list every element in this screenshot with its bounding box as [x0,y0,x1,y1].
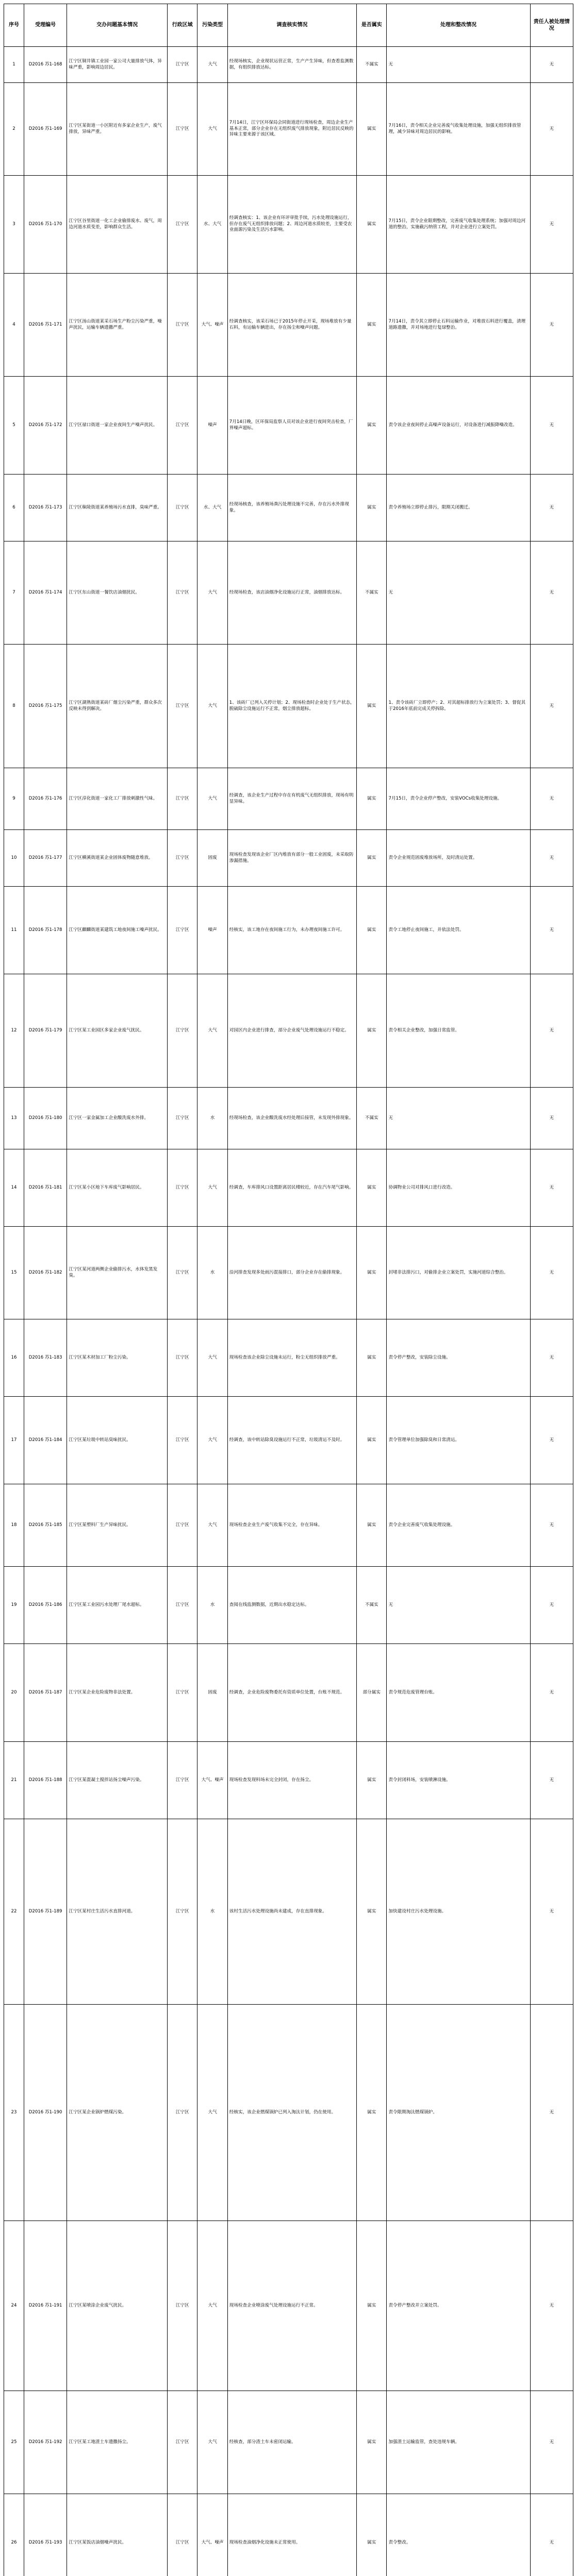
admin-area: 江宁区 [168,974,197,1088]
pollution-type: 水 [197,1819,227,2005]
admin-area: 江宁区 [168,47,197,83]
accountability-result: 无 [530,1149,573,1227]
handling-result: 加快建设村庄污水处理设施。 [387,1819,530,2005]
case-description: 江宁区某工业园污水处理厂尾水超标。 [67,1567,168,1644]
admin-area: 江宁区 [168,541,197,645]
row-number: 3 [4,176,24,274]
table-row [4,274,573,377]
case-description: 江宁区东山街道一餐饮店油烟扰民。 [67,541,168,645]
pollution-type: 噪声 [197,887,227,974]
case-description: 江宁区某小区地下车库废气影响居民。 [67,1149,168,1227]
accountability-result: 无 [530,830,573,887]
row-number: 26 [4,2494,24,2576]
investigation-result: 7月14日晚，区环保局监察人员对该企业进行夜间突击检查，厂界噪声超标。 [227,377,356,474]
verified-status: 属实 [357,274,387,377]
accountability-result: 无 [530,2494,573,2576]
pollution-type: 大气、噪声 [197,1742,227,1819]
col-header-real: 是否属实 [357,4,387,47]
case-id: D2016 苏1-174 [24,541,67,645]
admin-area: 江宁区 [168,1397,197,1484]
pollution-type: 大气 [197,1484,227,1567]
investigation-result: 经调查，企业危险废物委托有资质单位处置，台账不规范。 [227,1644,356,1742]
table-row [4,830,573,887]
table-row [4,1742,573,1819]
verified-status: 属实 [357,768,387,830]
admin-area: 江宁区 [168,176,197,274]
case-id: D2016 苏1-170 [24,176,67,274]
accountability-result: 无 [530,768,573,830]
case-id: D2016 苏1-177 [24,830,67,887]
investigation-result: 查阅在线监测数据，近期出水稳定达标。 [227,1567,356,1644]
case-id: D2016 苏1-182 [24,1227,67,1319]
handling-result: 7月16日，责令相关企业完善废气收集处理设施，加强无组织排放管理，减少异味对周边居民的影响。 [387,83,530,176]
admin-area: 江宁区 [168,1742,197,1819]
row-number: 17 [4,1397,24,1484]
table-row [4,1484,573,1567]
case-id: D2016 苏1-183 [24,1319,67,1397]
col-header-handle: 处理和整改情况 [387,4,530,47]
table-row [4,541,573,645]
handling-result: 责令工地停止夜间施工，并依法处罚。 [387,887,530,974]
table-row [4,2391,573,2494]
investigation-result: 经调查，该企业生产过程中存在有机废气无组织排放，现场有明显异味。 [227,768,356,830]
verified-status: 属实 [357,1319,387,1397]
accountability-result: 无 [530,1397,573,1484]
investigation-result: 现场检查发现料场未完全封闭，存在扬尘。 [227,1742,356,1819]
admin-area: 江宁区 [168,1088,197,1149]
handling-result: 无 [387,541,530,645]
admin-area: 江宁区 [168,377,197,474]
admin-area: 江宁区 [168,768,197,830]
case-id: D2016 苏1-168 [24,47,67,83]
verified-status: 属实 [357,645,387,768]
case-description: 江宁区某村庄生活污水直排河道。 [67,1819,168,2005]
row-number: 6 [4,474,24,541]
admin-area: 江宁区 [168,887,197,974]
pollution-type: 水 [197,1567,227,1644]
case-id: D2016 苏1-171 [24,274,67,377]
case-id: D2016 苏1-188 [24,1742,67,1819]
col-header-no: 序号 [4,4,24,47]
handling-result: 无 [387,1088,530,1149]
investigation-result: 经现场检查，该店油烟净化设施运行正常，油烟排放达标。 [227,541,356,645]
verified-status: 属实 [357,2391,387,2494]
accountability-result: 无 [530,645,573,768]
pollution-type: 大气 [197,974,227,1088]
admin-area: 江宁区 [168,474,197,541]
table-row [4,2221,573,2391]
pollution-type: 大气 [197,83,227,176]
admin-area: 江宁区 [168,2391,197,2494]
accountability-result: 无 [530,2221,573,2391]
verified-status: 属实 [357,830,387,887]
handling-result: 无 [387,47,530,83]
verified-status: 属实 [357,377,387,474]
investigation-result: 经现场核查，该养殖场粪污处理设施不完善，存在污水外排现象。 [227,474,356,541]
case-id: D2016 苏1-172 [24,377,67,474]
handling-result: 责令企业规范固废堆放场所，及时清运处置。 [387,830,530,887]
verified-status: 属实 [357,83,387,176]
investigation-result: 现场检查该企业除尘设施未运行，粉尘无组织排放严重。 [227,1319,356,1397]
case-id: D2016 苏1-186 [24,1567,67,1644]
handling-result: 责令管理单位加强除臭和日常清运。 [387,1397,530,1484]
table-row [4,1088,573,1149]
investigation-result: 经调查，车库排风口设置距离居民楼较近，存在汽车尾气影响。 [227,1149,356,1227]
accountability-result: 无 [530,2005,573,2221]
handling-result: 责令相关企业整改，加强日常监管。 [387,974,530,1088]
table-row [4,1319,573,1397]
case-id: D2016 苏1-176 [24,768,67,830]
row-number: 18 [4,1484,24,1567]
accountability-result: 无 [530,83,573,176]
investigation-result: 7月14日，江宁区环保局会同街道进行现场检查，周边企业生产基本正常，部分企业存在无组织废气排放现象，附近居民反映的异味主要来源于该区域。 [227,83,356,176]
case-id: D2016 苏1-185 [24,1484,67,1567]
case-id: D2016 苏1-191 [24,2221,67,2391]
row-number: 15 [4,1227,24,1319]
handling-result: 责令封闭料场，安装喷淋设施。 [387,1742,530,1819]
investigation-result: 经核实，该工地存在夜间施工行为，未办理夜间施工许可。 [227,887,356,974]
accountability-result: 无 [530,541,573,645]
row-number: 19 [4,1567,24,1644]
admin-area: 江宁区 [168,1567,197,1644]
verified-status: 属实 [357,1819,387,2005]
handling-result: 责令整改。 [387,2494,530,2576]
handling-result: 责令规范危废管理台账。 [387,1644,530,1742]
investigation-result: 经核查，部分渣土车未密闭运输。 [227,2391,356,2494]
case-id: D2016 苏1-178 [24,887,67,974]
investigation-result: 经现场检查，该企业酸洗废水经处理后接管，未发现外排现象。 [227,1088,356,1149]
cases-table [4,4,573,2576]
table-row [4,1644,573,1742]
table-row [4,377,573,474]
admin-area: 江宁区 [168,2005,197,2221]
investigation-result: 经现场核实，企业现状运营正常，生产产生异味，但查看监测数据，有组织排放达标。 [227,47,356,83]
handling-result: 无 [387,1567,530,1644]
handling-result: 7月14日，责令其立即停止石料运输作业，对堆放石料进行覆盖，清理道路遗撒，并对场地进行复绿整治。 [387,274,530,377]
case-description: 江宁区某垃圾中转站臭味扰民。 [67,1397,168,1484]
investigation-result: 沿河排查发现多处雨污混接排口，部分企业存在偷排现象。 [227,1227,356,1319]
case-id: D2016 苏1-184 [24,1397,67,1484]
col-header-area: 行政区域 [168,4,197,47]
accountability-result: 无 [530,1819,573,2005]
admin-area: 江宁区 [168,1484,197,1567]
table-row [4,83,573,176]
case-id: D2016 苏1-192 [24,2391,67,2494]
row-number: 20 [4,1644,24,1742]
col-header-resp: 责任人被处理情况 [530,4,573,47]
investigation-result: 现场检查企业生产废气收集不完全，存在异味。 [227,1484,356,1567]
verified-status: 属实 [357,176,387,274]
row-number: 13 [4,1088,24,1149]
handling-result: 责令企业完善废气收集处理设施。 [387,1484,530,1567]
row-number: 9 [4,768,24,830]
accountability-result: 无 [530,1319,573,1397]
row-number: 1 [4,47,24,83]
table-header-row [4,4,573,47]
verified-status: 属实 [357,474,387,541]
col-header-id: 受理编号 [24,4,67,47]
admin-area: 江宁区 [168,1149,197,1227]
table-row [4,1149,573,1227]
accountability-result: 无 [530,47,573,83]
pollution-type: 固废 [197,830,227,887]
verified-status: 部分属实 [357,1644,387,1742]
case-description: 江宁区一家金属加工企业酸洗废水外排。 [67,1088,168,1149]
investigation-result: 经调查核实，该采石场已于2015年停止开采，现场堆放有少量石料，有运输车辆进出，存在扬尘和噪声问题。 [227,274,356,377]
row-number: 16 [4,1319,24,1397]
case-description: 江宁区湖熟街道某砖厂烟尘污染严重，群众多次反映未得到解决。 [67,645,168,768]
case-description: 江宁区某木材加工厂粉尘污染。 [67,1319,168,1397]
pollution-type: 大气 [197,2005,227,2221]
admin-area: 江宁区 [168,645,197,768]
case-description: 江宁区某河道两侧企业偷排污水，水体发黑发臭。 [67,1227,168,1319]
pollution-type: 大气 [197,645,227,768]
case-id: D2016 苏1-193 [24,2494,67,2576]
pollution-type: 大气 [197,541,227,645]
row-number: 2 [4,83,24,176]
row-number: 24 [4,2221,24,2391]
investigation-result: 1、该砖厂已列入关停计划；2、现场检查时企业处于生产状态，脱硫除尘设施运行不正常，烟尘排放超标。 [227,645,356,768]
pollution-type: 水、大气 [197,176,227,274]
case-description: 江宁区某饭店油烟噪声扰民。 [67,2494,168,2576]
pollution-type: 大气 [197,768,227,830]
row-number: 11 [4,887,24,974]
row-number: 4 [4,274,24,377]
table-row [4,1227,573,1319]
verified-status: 属实 [357,2494,387,2576]
accountability-result: 无 [530,2391,573,2494]
table-row [4,768,573,830]
accountability-result: 无 [530,176,573,274]
investigation-result: 现场检查油烟净化设施未正常使用。 [227,2494,356,2576]
row-number: 22 [4,1819,24,2005]
verified-status: 属实 [357,1484,387,1567]
page [0,4,577,2576]
accountability-result: 无 [530,1484,573,1567]
admin-area: 江宁区 [168,1319,197,1397]
case-description: 江宁区禄口街道一家企业夜间生产噪声扰民。 [67,377,168,474]
investigation-result: 经调查核实：1、该企业有环评审批手续，污水处理设施运行，但存在废气无组织排放问题；2、周边河道水质较差，主要受农业面源污染及生活污水影响。 [227,176,356,274]
pollution-type: 大气 [197,1319,227,1397]
case-description: 江宁区淳化街道一家化工厂排放刺激性气味。 [67,768,168,830]
verified-status: 不属实 [357,1088,387,1149]
col-header-desc: 交办问题基本情况 [67,4,168,47]
case-description: 江宁区某街道一小区附近有多家企业生产，废气排放，异味严重。 [67,83,168,176]
case-description: 江宁区某喷涂企业废气扰民。 [67,2221,168,2391]
row-number: 25 [4,2391,24,2494]
case-id: D2016 苏1-169 [24,83,67,176]
col-header-check: 调查核实情况 [227,4,356,47]
verified-status: 属实 [357,1149,387,1227]
verified-status: 属实 [357,887,387,974]
col-header-type: 污染类型 [197,4,227,47]
investigation-result: 经核实，该企业燃煤锅炉已列入淘汰计划，仍在使用。 [227,2005,356,2221]
admin-area: 江宁区 [168,1644,197,1742]
table-row [4,47,573,83]
investigation-result: 该村生活污水处理设施尚未建成，存在直排现象。 [227,1819,356,2005]
admin-area: 江宁区 [168,1819,197,2005]
pollution-type: 大气 [197,1397,227,1484]
handling-result: 7月15日，责令企业限期整改，完善废气收集处理系统；加强对周边河道的整治，实施截污纳管工程，并对企业进行立案处罚。 [387,176,530,274]
pollution-type: 水 [197,1227,227,1319]
case-id: D2016 苏1-187 [24,1644,67,1742]
accountability-result: 无 [530,1567,573,1644]
admin-area: 江宁区 [168,2221,197,2391]
case-description: 江宁区汤山街道某采石场生产粉尘污染严重，噪声扰民，运输车辆遗撒严重。 [67,274,168,377]
case-description: 江宁区秣陵街道某养殖场污水直排，臭味严重。 [67,474,168,541]
pollution-type: 水 [197,1088,227,1149]
table-row [4,176,573,274]
investigation-result: 现场检查企业喷涂废气处理设施运行不正常。 [227,2221,356,2391]
handling-result: 责令养殖场立即停止排污，限期关闭搬迁。 [387,474,530,541]
table-row [4,1397,573,1484]
row-number: 14 [4,1149,24,1227]
investigation-result: 对园区内企业进行排查，部分企业废气处理设施运行不稳定。 [227,974,356,1088]
accountability-result: 无 [530,377,573,474]
row-number: 21 [4,1742,24,1819]
case-id: D2016 苏1-181 [24,1149,67,1227]
handling-result: 7月15日，责令企业停产整改，安装VOCs收集处理设施。 [387,768,530,830]
case-description: 江宁区麒麟街道某建筑工地夜间施工噪声扰民。 [67,887,168,974]
case-id: D2016 苏1-180 [24,1088,67,1149]
handling-result: 协调物业公司对排风口进行改造。 [387,1149,530,1227]
pollution-type: 大气 [197,47,227,83]
handling-result: 责令该企业夜间停止高噪声设备运行，对设备进行减振降噪改造。 [387,377,530,474]
table-row [4,1819,573,2005]
handling-result: 加强渣土运输监管，查处违规车辆。 [387,2391,530,2494]
admin-area: 江宁区 [168,2494,197,2576]
pollution-type: 水、大气 [197,474,227,541]
case-id: D2016 苏1-173 [24,474,67,541]
admin-area: 江宁区 [168,83,197,176]
case-id: D2016 苏1-189 [24,1819,67,2005]
accountability-result: 无 [530,1742,573,1819]
accountability-result: 无 [530,274,573,377]
row-number: 5 [4,377,24,474]
pollution-type: 大气、噪声 [197,274,227,377]
accountability-result: 无 [530,887,573,974]
row-number: 7 [4,541,24,645]
verified-status: 不属实 [357,541,387,645]
case-description: 江宁区某工业园区多家企业废气扰民。 [67,974,168,1088]
case-description: 江宁区铜井镇工业园一家公司大量排放气体，异味严重，影响周边居民。 [67,47,168,83]
case-description: 江宁区某工地渣土车遗撒扬尘。 [67,2391,168,2494]
case-description: 江宁区某塑料厂生产异味扰民。 [67,1484,168,1567]
handling-result: 责令限期淘汰燃煤锅炉。 [387,2005,530,2221]
accountability-result: 无 [530,474,573,541]
admin-area: 江宁区 [168,274,197,377]
accountability-result: 无 [530,974,573,1088]
pollution-type: 噪声 [197,377,227,474]
investigation-result: 经调查，该中转站除臭设施运行不正常，垃圾清运不及时。 [227,1397,356,1484]
verified-status: 属实 [357,2005,387,2221]
handling-result: 封堵非法排污口，对偷排企业立案处罚，实施河道综合整治。 [387,1227,530,1319]
case-description: 江宁区某企业锅炉燃煤污染。 [67,2005,168,2221]
verified-status: 属实 [357,2221,387,2391]
row-number: 10 [4,830,24,887]
verified-status: 属实 [357,1742,387,1819]
case-id: D2016 苏1-179 [24,974,67,1088]
admin-area: 江宁区 [168,1227,197,1319]
table-row [4,474,573,541]
pollution-type: 大气 [197,2391,227,2494]
table-row [4,2005,573,2221]
pollution-type: 大气 [197,1149,227,1227]
handling-result: 1、责令该砖厂立即停产；2、对其超标排放行为立案处罚；3、督促其于2016年底前完成关停拆除。 [387,645,530,768]
accountability-result: 无 [530,1227,573,1319]
accountability-result: 无 [530,1088,573,1149]
pollution-type: 固废 [197,1644,227,1742]
investigation-result: 现场检查发现该企业厂区内堆放有部分一般工业固废，未采取防渗漏措施。 [227,830,356,887]
case-id: D2016 苏1-190 [24,2005,67,2221]
accountability-result: 无 [530,1644,573,1742]
table-row [4,887,573,974]
verified-status: 不属实 [357,47,387,83]
verified-status: 属实 [357,1397,387,1484]
case-description: 江宁区某企业危险废物非法处置。 [67,1644,168,1742]
row-number: 12 [4,974,24,1088]
case-description: 江宁区谷里街道一化工企业偷排废水、废气，周边河道水质变差，影响群众生活。 [67,176,168,274]
pollution-type: 大气、噪声 [197,2494,227,2576]
table-row [4,2494,573,2576]
admin-area: 江宁区 [168,830,197,887]
verified-status: 不属实 [357,1567,387,1644]
verified-status: 属实 [357,974,387,1088]
case-description: 江宁区横溪街道某企业固体废物随意堆放。 [67,830,168,887]
table-row [4,974,573,1088]
handling-result: 责令停产整改并立案处罚。 [387,2221,530,2391]
table-row [4,1567,573,1644]
case-id: D2016 苏1-175 [24,645,67,768]
handling-result: 责令停产整改，安装除尘设施。 [387,1319,530,1397]
table-row [4,645,573,768]
row-number: 8 [4,645,24,768]
pollution-type: 大气 [197,2221,227,2391]
verified-status: 属实 [357,1227,387,1319]
case-description: 江宁区某混凝土搅拌站扬尘噪声污染。 [67,1742,168,1819]
row-number: 23 [4,2005,24,2221]
